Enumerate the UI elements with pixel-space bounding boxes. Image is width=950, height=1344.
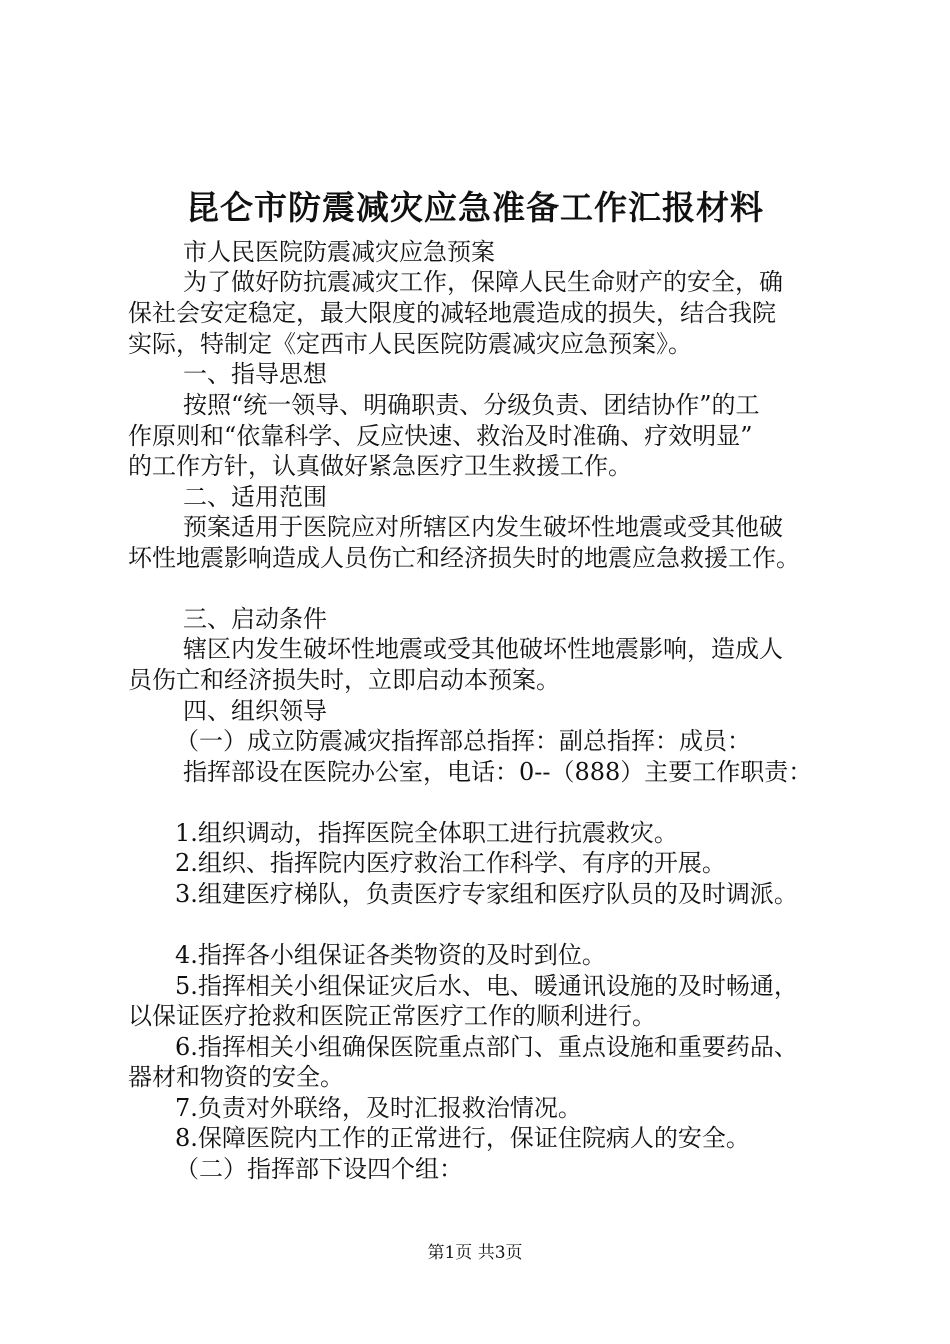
doc-line: 辖区内发生破坏性地震或受其他破坏性地震影响，造成人 [183, 635, 783, 663]
doc-line: 6.指挥相关小组确保医院重点部门、重点设施和重要药品、 [175, 1033, 798, 1061]
doc-line: 7.负责对外联络，及时汇报救治情况。 [175, 1094, 582, 1122]
doc-line: 8.保障医院内工作的正常进行，保证住院病人的安全。 [175, 1124, 750, 1152]
doc-line: （一）成立防震减灾指挥部总指挥：副总指挥：成员： [175, 727, 751, 755]
doc-line: 三、启动条件 [183, 605, 327, 633]
doc-line: 指挥部设在医院办公室，电话：0--（888）主要工作职责： [183, 758, 813, 786]
doc-line: 坏性地震影响造成人员伤亡和经济损失时的地震应急救援工作。 [128, 544, 800, 572]
page-footer: 第1页 共3页 [427, 1243, 523, 1263]
doc-line: 以保证医疗抢救和医院正常医疗工作的顺利进行。 [128, 1002, 656, 1030]
doc-line: 实际，特制定《定西市人民医院防震减灾应急预案》。 [128, 330, 692, 358]
doc-line: 四、组织领导 [183, 697, 327, 725]
doc-line: （二）指挥部下设四个组： [175, 1155, 463, 1183]
doc-line: 市人民医院防震减灾应急预案 [183, 238, 495, 266]
document-title: 昆仑市防震减灾应急准备工作汇报材料 [186, 188, 764, 227]
doc-line: 保社会安定稳定，最大限度的减轻地震造成的损失，结合我院 [128, 299, 776, 327]
doc-line: 的工作方针，认真做好紧急医疗卫生救援工作。 [128, 452, 632, 480]
doc-line: 为了做好防抗震减灾工作，保障人民生命财产的安全，确 [183, 268, 783, 296]
doc-line: 1.组织调动，指挥医院全体职工进行抗震救灾。 [175, 819, 678, 847]
doc-line: 5.指挥相关小组保证灾后水、电、暖通讯设施的及时畅通， [175, 972, 798, 1000]
doc-line: 一、指导思想 [183, 360, 327, 388]
doc-line: 2.组织、指挥院内医疗救治工作科学、有序的开展。 [175, 849, 726, 877]
doc-line: 4.指挥各小组保证各类物资的及时到位。 [175, 941, 606, 969]
doc-line: 二、适用范围 [183, 483, 327, 511]
doc-line: 3.组建医疗梯队，负责医疗专家组和医疗队员的及时调派。 [175, 880, 798, 908]
doc-line: 器材和物资的安全。 [128, 1063, 344, 1091]
doc-line: 预案适用于医院应对所辖区内发生破坏性地震或受其他破 [183, 513, 783, 541]
doc-line: 按照“统一领导、明确职责、分级负责、团结协作”的工 [183, 391, 760, 419]
doc-line: 作原则和“依靠科学、反应快速、救治及时准确、疗效明显” [128, 422, 753, 450]
doc-line: 员伤亡和经济损失时，立即启动本预案。 [128, 666, 560, 694]
